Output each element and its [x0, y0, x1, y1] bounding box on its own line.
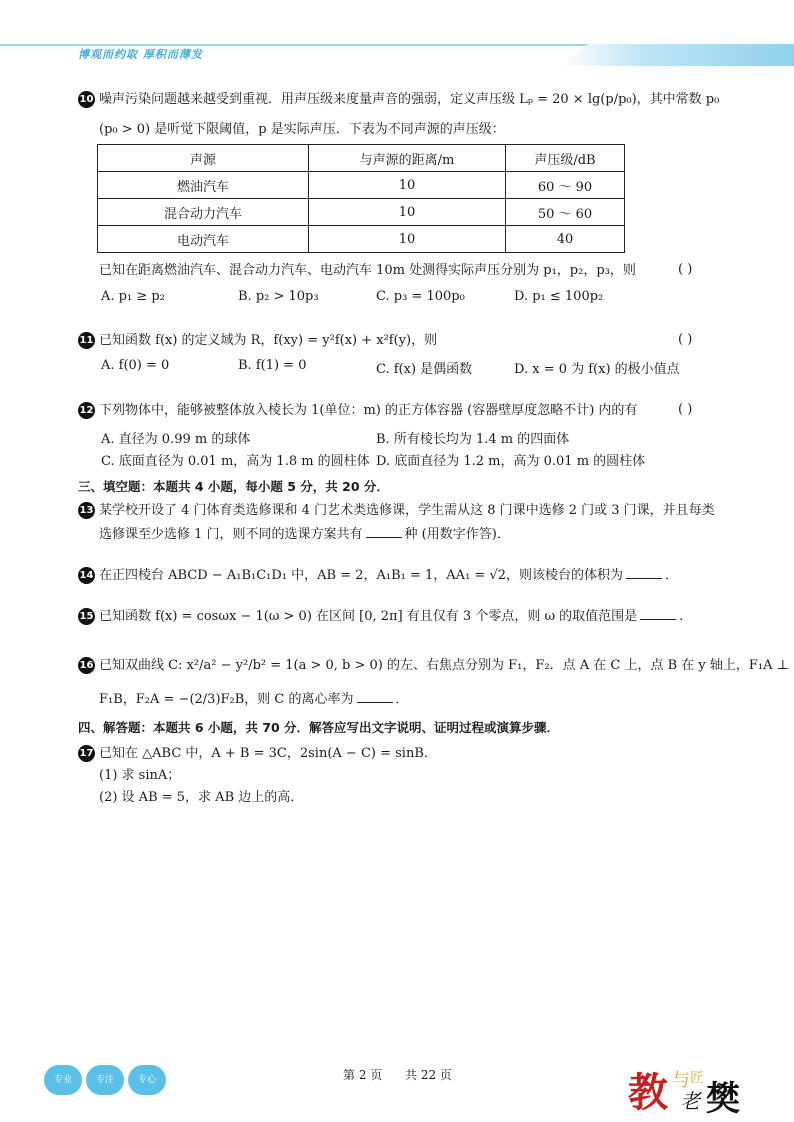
question-number: 13 [78, 502, 95, 519]
svg-text:匠: 匠 [690, 1070, 704, 1086]
answer-blank [640, 607, 676, 620]
table-header: 声源 [98, 145, 309, 172]
question-number: 17 [78, 745, 95, 762]
question-text: 种 (用数字作答)． [404, 527, 510, 542]
question-17-part1: (1) 求 sinA； [99, 768, 181, 783]
badge-pill: 专心 [128, 1065, 166, 1095]
table-header-row [98, 145, 625, 172]
question-number: 16 [78, 657, 95, 674]
question-15 [78, 607, 692, 626]
footer-badges [44, 1065, 166, 1095]
question-text: 选修课至少选修 1 门，则不同的选课方案共有 [99, 527, 363, 542]
question-17 [78, 745, 437, 763]
question-10 [78, 91, 719, 109]
question-number: 15 [78, 608, 95, 625]
answer-paren: ( ) [678, 332, 693, 347]
table-cell: 电动汽车 [98, 226, 309, 253]
option-c: C. p₃ = 100p₀ [376, 289, 465, 304]
question-number: 11 [78, 332, 95, 349]
table-cell: 混合动力汽车 [98, 199, 309, 226]
question-number: 12 [78, 402, 95, 419]
question-13 [78, 502, 715, 520]
option-c: C. 底面直径为 0.01 m，高为 1.8 m 的圆柱体 [101, 454, 370, 469]
table-row [98, 199, 625, 226]
question-16 [78, 657, 789, 675]
answer-paren: ( ) [678, 262, 693, 277]
table-cell: 10 [309, 172, 506, 199]
question-text: 某学校开设了 4 门体育类选修课和 4 门艺术类选修课，学生需从这 8 门课中选修 2 门或 3 门课，并且每类 [99, 503, 715, 518]
table-row [98, 226, 625, 253]
table-cell: 50 ～ 60 [506, 199, 625, 226]
question-14 [78, 566, 678, 585]
section-heading-solve: 四、解答题：本题共 6 小题，共 70 分．解答应写出文字说明、证明过程或演算步骤． [78, 720, 560, 735]
option-b: B. p₂ > 10p₃ [238, 289, 319, 304]
question-12 [78, 402, 637, 420]
question-text: 下列物体中，能够被整体放入棱长为 1(单位：m) 的正方体容器 (容器壁厚度忽略不计) 内的有 [99, 403, 638, 418]
question-text: 已知函数 f(x) = cosωx − 1(ω > 0) 在区间 [0, 2π] 有且仅有 3 个零点，则 ω 的取值范围是 [99, 609, 638, 624]
table-cell: 60 ～ 90 [506, 172, 625, 199]
table-cell: 40 [506, 226, 625, 253]
question-text: 已知双曲线 C: x²/a² − y²/b² = 1(a > 0, b > 0) 的左、右焦点分别为 F₁，F₂．点 A 在 C 上，点 B 在 y 轴上，F₁A ⊥ [99, 658, 789, 673]
svg-text:老: 老 [680, 1089, 700, 1113]
punctuation: ． [679, 609, 693, 624]
answer-blank [357, 690, 393, 703]
page-total: 共 22 页 [405, 1068, 452, 1082]
punctuation: ． [665, 568, 679, 583]
table-header: 与声源的距离/m [309, 145, 506, 172]
section-heading-fill-in: 三、填空题：本题共 4 小题，每小题 5 分，共 20 分． [78, 479, 389, 494]
answer-paren: ( ) [678, 402, 693, 417]
option-c: C. f(x) 是偶函数 [376, 362, 473, 377]
table-row [98, 172, 625, 199]
svg-text:教: 教 [628, 1069, 668, 1114]
table-cell: 燃油汽车 [98, 172, 309, 199]
question-17-part2: (2) 设 AB = 5，求 AB 边上的高． [99, 790, 304, 805]
option-a: A. f(0) = 0 [101, 358, 170, 373]
question-13-line2 [99, 525, 510, 544]
header-band [560, 44, 794, 66]
question-11 [78, 332, 437, 350]
question-text: 噪声污染问题越来越受到重视．用声压级来度量声音的强弱，定义声压级 Lₚ = 20 × lg(p/p₀)，其中常数 p₀ [99, 92, 720, 107]
question-16-line2 [99, 690, 409, 709]
table-header: 声压级/dB [506, 145, 625, 172]
option-d: D. x = 0 为 f(x) 的极小值点 [514, 362, 680, 377]
option-a: A. p₁ ≥ p₂ [101, 289, 165, 304]
question-text: 已知在 △ABC 中，A + B = 3C，2sin(A − C) = sinB． [99, 746, 437, 761]
question-text: 已知函数 f(x) 的定义域为 R，f(xy) = y²f(x) + x²f(y)，则 [99, 333, 438, 348]
option-d: D. 底面直径为 1.2 m，高为 0.01 m 的圆柱体 [376, 454, 646, 469]
punctuation: ． [395, 692, 409, 707]
table-cell: 10 [309, 199, 506, 226]
question-number: 10 [78, 91, 95, 108]
header-slogan: 博观而约取 厚积而薄发 [78, 48, 203, 61]
page-number: 第 2 页 [343, 1068, 383, 1082]
question-text: 在正四棱台 ABCD − A₁B₁C₁D₁ 中，AB = 2，A₁B₁ = 1，AA₁ = √2，则该棱台的体积为 [99, 568, 623, 583]
question-10-line2: (p₀ > 0) 是听觉下限阈值，p 是实际声压．下表为不同声源的声压级： [99, 122, 505, 137]
badge-pill: 专业 [44, 1065, 82, 1095]
publisher-logo [628, 1064, 778, 1114]
option-a: A. 直径为 0.99 m 的球体 [101, 432, 251, 447]
badge-pill: 专注 [86, 1065, 124, 1095]
answer-blank [626, 566, 662, 579]
question-10-line3: 已知在距离燃油汽车、混合动力汽车、电动汽车 10m 处测得实际声压分别为 p₁，p₂，p₃，则 [99, 263, 636, 278]
option-b: B. f(1) = 0 [238, 358, 307, 373]
svg-text:与: 与 [672, 1070, 690, 1091]
answer-blank [366, 525, 402, 538]
table-cell: 10 [309, 226, 506, 253]
option-b: B. 所有棱长均为 1.4 m 的四面体 [376, 432, 570, 447]
option-d: D. p₁ ≤ 100p₂ [514, 289, 604, 304]
question-number: 14 [78, 567, 95, 584]
sound-level-table [97, 144, 625, 253]
question-text: F₁B，F₂A = −(2/3)F₂B，则 C 的离心率为 [99, 692, 354, 707]
svg-text:樊: 樊 [706, 1079, 740, 1114]
